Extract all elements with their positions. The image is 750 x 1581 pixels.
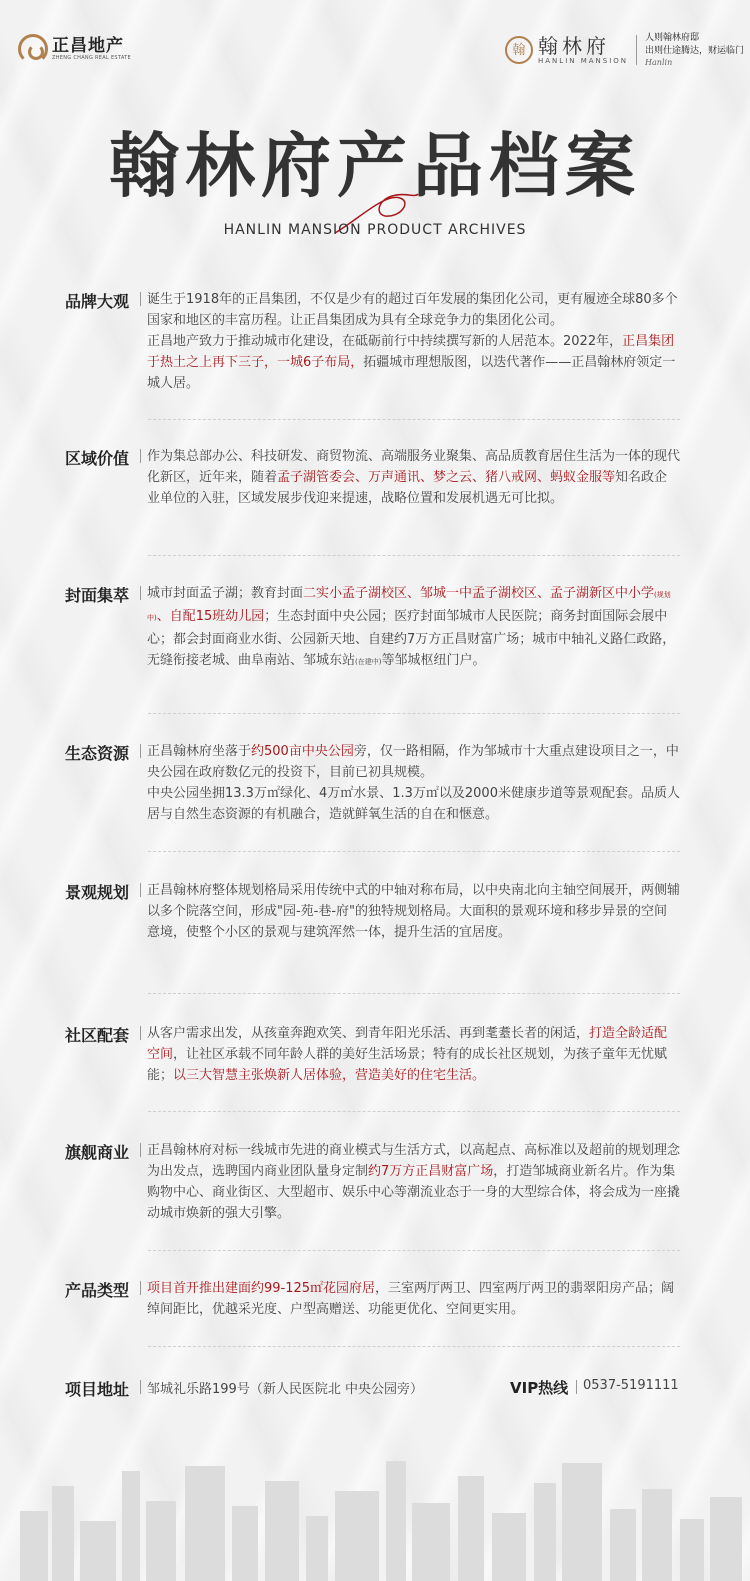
logo-name: 正昌地产	[52, 36, 124, 56]
building	[458, 1476, 484, 1581]
label-divider	[140, 883, 141, 897]
building	[122, 1471, 140, 1581]
text: 正昌翰林府对标一线城市先进的商业模式与生活方式，以高起点、高标准以及超前的规划理念为出发点，选聘国内商业团队量身定制	[147, 1143, 681, 1179]
paragraph: 诞生于1918年的正昌集团，不仅是少有的超过百年发展的集团化公司，更有履迹全球80多个国家和地区的丰富历程。让正昌集团成为具有全球竞争力的集团化公司。	[147, 292, 678, 328]
address-label: 项目地址	[65, 1380, 130, 1399]
text: 正昌翰林府坐落于	[147, 744, 252, 759]
label-divider	[140, 1143, 141, 1157]
section-divider	[148, 993, 680, 994]
section-divider	[148, 851, 680, 852]
building	[335, 1491, 379, 1581]
section-label: 区域价值	[65, 449, 130, 468]
slogan-line-1: 人则翰林府邸	[645, 33, 700, 43]
paragraph	[147, 1023, 680, 1086]
label-divider	[140, 1026, 141, 1040]
building	[710, 1497, 742, 1581]
section-body	[147, 1140, 680, 1224]
text: 拓疆城市理想版图，以迭代著作——正昌翰林府领定一城人居。	[147, 355, 676, 391]
building	[232, 1506, 258, 1581]
section-body	[147, 446, 680, 509]
building	[642, 1489, 672, 1581]
text: 知名政企业单位的入驻，区域发展步伐迎来提速，战略位置和发展机遇无可比拟。	[147, 470, 668, 506]
building	[680, 1519, 704, 1581]
highlight-text: 二实小孟子湖校区、邹城一中孟子湖校区、孟子湖新区中小学	[303, 586, 655, 601]
highlight-text: 约500亩中央公园	[251, 744, 354, 759]
slogan-line-2: 出则仕途腾达，财运临门	[645, 46, 745, 56]
text: 等邹城枢纽门户。	[381, 653, 486, 668]
paragraph	[147, 446, 680, 509]
address-text: 邹城礼乐路199号（新人民医院北 中央公园旁）	[147, 1382, 423, 1397]
section-label: 社区配套	[65, 1026, 130, 1045]
text: ，三室两厅两卫、四室两厅两卫的翡翠阳房产品；阔绰间距比，优越采光度、户型高赠送、功能更优化、空间更实用。	[147, 1281, 675, 1317]
paragraph	[147, 741, 680, 783]
page-subtitle: HANLIN MANSION PRODUCT ARCHIVES	[223, 222, 527, 238]
paragraph: 正昌翰林府整体规划格局采用传统中式的中轴对称布局，以中央南北向主轴空间展开，两侧辅以多个院落空间，形成"园-苑-巷-府"的独特规划格局。大面积的景观环境和移步异景的空间意境，使整个小区的景观与建筑浑然一体，提升生活的宜居度。	[147, 883, 681, 940]
hanlin-brand: 翰林府	[538, 33, 610, 58]
text: 从客户需求出发，从孩童奔跑欢笑、到青年阳光乐活、再到耄耋长者的闲适，	[147, 1026, 590, 1041]
paragraph	[147, 583, 680, 673]
section-label: 品牌大观	[65, 292, 130, 311]
section-divider	[148, 419, 680, 420]
section-body	[147, 880, 680, 943]
highlight-text: 打造全龄适配空间	[147, 1026, 668, 1062]
hanlin-brand-en: HANLIN MANSION	[538, 56, 629, 65]
note-text: (在建中)	[355, 658, 382, 666]
section-body	[147, 289, 680, 394]
vip-hotline-label: VIP热线	[510, 1379, 569, 1397]
highlight-text: 孟子湖管委会、万声通讯、梦之云、猪八戒网、蚂蚁金服等	[277, 470, 616, 485]
page-title: 翰林府产品档案	[109, 124, 641, 207]
label-divider	[140, 449, 141, 463]
highlight-text: 、自配15班幼儿园	[156, 609, 265, 624]
label-divider	[576, 1380, 577, 1394]
address-row	[65, 1377, 680, 1399]
signature: Hanlin	[645, 58, 673, 67]
building	[492, 1513, 526, 1581]
building	[534, 1483, 556, 1581]
section-divider	[148, 1111, 680, 1112]
text: ，打造邹城商业新名片。作为集购物中心、商业街区、大型超市、娱乐中心等潮流业态于一身的大型综合体，将会成为一座撬动城市焕新的强大引擎。	[147, 1164, 681, 1221]
building	[20, 1511, 48, 1581]
hanlin-logo	[505, 32, 744, 67]
building	[562, 1463, 602, 1581]
text: 作为集总部办公、科技研发、商贸物流、高端服务业聚集、高品质教育居住生活为一体的现代化新区，近年来，随着	[147, 449, 681, 485]
building	[610, 1509, 636, 1581]
text: ；生态封面中央公园；医疗封面邹城市人民医院；商务封面国际会展中心；都会封面商业水街、公园新天地、自建约7万方正昌财富广场；城市中轴礼义路仁政路，无缝衔接老城、曲阜南站、邹城东站	[147, 609, 676, 668]
building	[52, 1486, 74, 1581]
label-divider	[140, 1281, 141, 1295]
paragraph	[147, 331, 680, 394]
section-divider	[148, 555, 680, 556]
zhengchang-logo	[18, 34, 131, 64]
vip-hotline-number[interactable]: 0537-5191111	[583, 1378, 679, 1393]
paragraph	[147, 1140, 680, 1224]
building	[265, 1481, 299, 1581]
text: ，让社区承载不同年龄人群的美好生活场景；特有的成长社区规划，为孩子童年无忧赋能；	[147, 1047, 668, 1083]
logo-sub: ZHENG CHANG REAL ESTATE	[52, 55, 131, 61]
section-label: 旗舰商业	[65, 1143, 130, 1162]
zhengchang-logo-icon	[18, 34, 48, 64]
paragraph: 中央公园坐拥13.3万㎡绿化、4万㎡水景、1.3万㎡以及2000米健康步道等景观配套。品质人居与自然生态资源的有机融合，造就鲜氧生活的自在和惬意。	[147, 786, 680, 822]
text: 正昌地产致力于推动城市化建设，在砥砺前行中持续撰写新的人居范本。2022年，	[147, 334, 623, 349]
section-label: 产品类型	[65, 1281, 130, 1300]
highlight-text: 正昌集团于热土之上再下三子，一城6子布局，	[147, 334, 675, 370]
building	[185, 1466, 225, 1581]
highlight-text: 以三大智慧主张焕新人居体验，营造美好的住宅生活。	[173, 1068, 486, 1083]
highlight-text: 项目首开推出建面约99-125㎡花园府居	[147, 1281, 376, 1296]
building	[386, 1461, 406, 1581]
text: 旁，仅一路相隔，作为邹城市十大重点建设项目之一，中央公园在政府数亿元的投资下，目前已初具规模。	[147, 744, 679, 780]
building	[80, 1521, 116, 1581]
section-body	[147, 741, 680, 825]
building	[412, 1503, 450, 1581]
label-divider	[140, 1380, 141, 1394]
highlight-text: 约7万方正昌财富广场	[368, 1164, 494, 1179]
section-body	[147, 1278, 680, 1320]
paragraph	[147, 1278, 680, 1320]
building	[146, 1501, 176, 1581]
city-skyline	[0, 1451, 750, 1581]
section-body	[147, 1023, 680, 1086]
section-label: 封面集萃	[65, 586, 130, 605]
hanlin-badge-icon: 翰	[505, 36, 533, 64]
building	[306, 1516, 328, 1581]
label-divider	[140, 744, 141, 758]
section-divider	[148, 1250, 680, 1251]
section-label: 景观规划	[65, 883, 130, 902]
section-divider	[148, 713, 680, 714]
section-body	[147, 583, 680, 673]
logo-separator	[636, 35, 637, 65]
label-divider	[140, 292, 141, 306]
note-text: (规划中)	[147, 591, 671, 622]
text: 城市封面孟子湖；教育封面	[147, 586, 304, 601]
section-label: 生态资源	[65, 744, 130, 763]
section-divider	[148, 1346, 680, 1347]
label-divider	[140, 586, 141, 600]
